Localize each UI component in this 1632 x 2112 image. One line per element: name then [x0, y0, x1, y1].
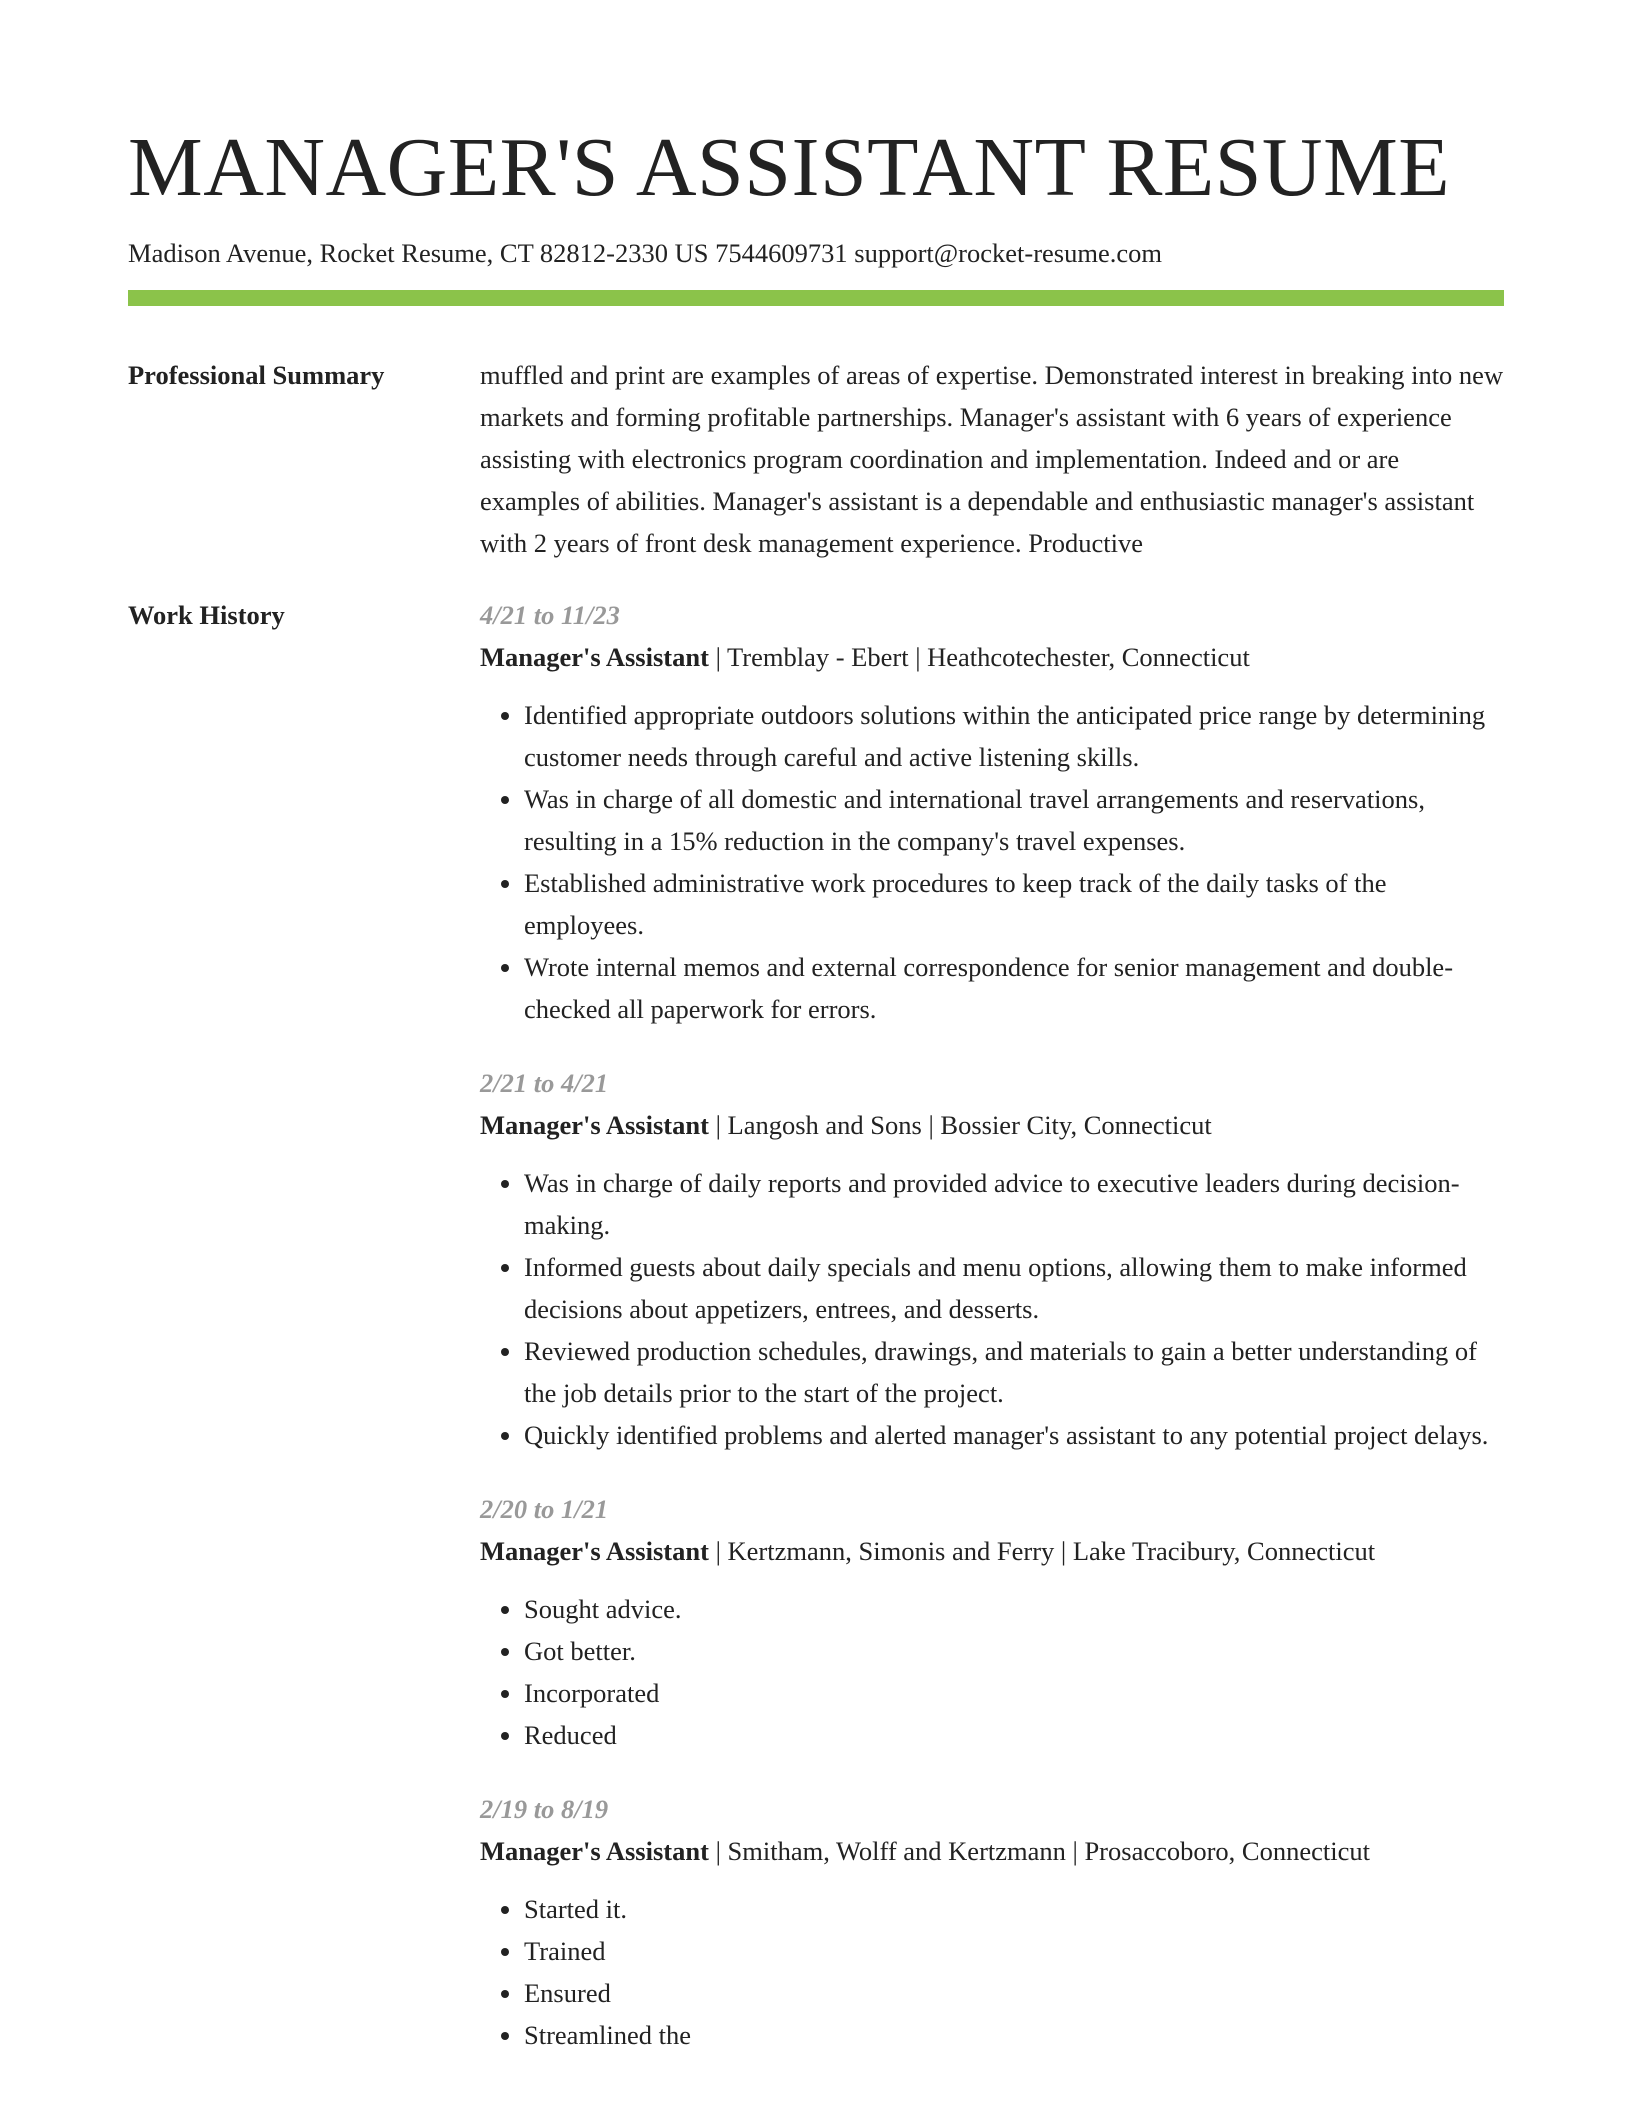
summary-body: [480, 354, 1504, 564]
job-bullet: • Sought advice.: [524, 1588, 1504, 1630]
job-bullet: • Was in charge of daily reports and provided advice to executive leaders during decision-making.: [524, 1162, 1504, 1246]
job-title: Manager's Assistant: [480, 1536, 709, 1566]
section-label-work-history: Work History: [128, 600, 285, 630]
job-title: Manager's Assistant: [480, 642, 709, 672]
job-bullet: • Identified appropriate outdoors solutions within the anticipated price range by determining customer needs through careful and active listening skills.: [524, 694, 1504, 778]
job-title: Manager's Assistant: [480, 1836, 709, 1866]
job-dates: 2/19 to 8/19: [480, 1794, 609, 1824]
job-bullet: • Started it.: [524, 1888, 1504, 1930]
section-label-summary: Professional Summary: [128, 360, 385, 390]
job-entry: [480, 594, 1504, 1030]
job-bullet: • Reduced: [524, 1714, 1504, 1756]
job-dates: 2/21 to 4/21: [480, 1068, 609, 1098]
job-bullet: • Incorporated: [524, 1672, 1504, 1714]
job-bullet: • Informed guests about daily specials and menu options, allowing them to make informed decisions about appetizers, entrees, and desserts.: [524, 1246, 1504, 1330]
job-bullet-list: [480, 1588, 1504, 1756]
work-history-body: [480, 594, 1504, 2056]
job-bullet: • Ensured: [524, 1972, 1504, 2014]
job-bullet: • Was in charge of all domestic and international travel arrangements and reservations, resulting in a 15% reduction in the company's travel expenses.: [524, 778, 1504, 862]
job-entry: [480, 1062, 1504, 1456]
job-title: Manager's Assistant: [480, 1110, 709, 1140]
job-entry: [480, 1488, 1504, 1756]
job-dates: 2/20 to 1/21: [480, 1494, 609, 1524]
work-history-section: [128, 594, 1504, 2056]
job-company-location: | Tremblay - Ebert | Heathcotechester, Connecticut: [708, 642, 1250, 672]
job-bullet: • Reviewed production schedules, drawings, and materials to gain a better understanding of the job details prior to the start of the project.: [524, 1330, 1504, 1414]
summary-text: muffled and print are examples of areas of expertise. Demonstrated interest in breaking into new markets and forming profitable partnerships. Manager's assistant with 6 years of experience assisting with electronics program coordination and implementation. Indeed and or are examples of abilities. Manager's assistant is a dependable and enthusiastic manager's assistant with 2 years of front desk management experience. Productive: [480, 360, 1504, 558]
job-bullet: • Got better.: [524, 1630, 1504, 1672]
job-bullet: • Wrote internal memos and external correspondence for senior management and double-checked all paperwork for errors.: [524, 946, 1504, 1030]
job-header: [480, 636, 1504, 678]
header-divider: [128, 290, 1504, 306]
job-header: [480, 1104, 1504, 1146]
resume-page: [128, 0, 1504, 2056]
job-header: [480, 1530, 1504, 1572]
job-dates: 4/21 to 11/23: [480, 600, 620, 630]
job-header: [480, 1830, 1504, 1872]
job-entry: [480, 1788, 1504, 2056]
job-company-location: | Kertzmann, Simonis and Ferry | Lake Tracibury, Connecticut: [708, 1536, 1376, 1566]
job-bullet-list: [480, 1888, 1504, 2056]
professional-summary-section: [128, 354, 1504, 564]
job-company-location: | Smitham, Wolff and Kertzmann | Prosaccoboro, Connecticut: [708, 1836, 1370, 1866]
job-bullet: • Established administrative work procedures to keep track of the daily tasks of the employees.: [524, 862, 1504, 946]
job-bullet-list: [480, 1162, 1504, 1456]
resume-title: MANAGER'S ASSISTANT RESUME: [128, 121, 1451, 214]
job-bullet: • Trained: [524, 1930, 1504, 1972]
job-bullet-list: [480, 694, 1504, 1030]
contact-info: Madison Avenue, Rocket Resume, CT 82812-2330 US 7544609731 support@rocket-resume.com: [128, 238, 1162, 268]
job-bullet: • Quickly identified problems and alerted manager's assistant to any potential project delays.: [524, 1414, 1504, 1456]
job-bullet: • Streamlined the: [524, 2014, 1504, 2056]
job-company-location: | Langosh and Sons | Bossier City, Connecticut: [708, 1110, 1212, 1140]
